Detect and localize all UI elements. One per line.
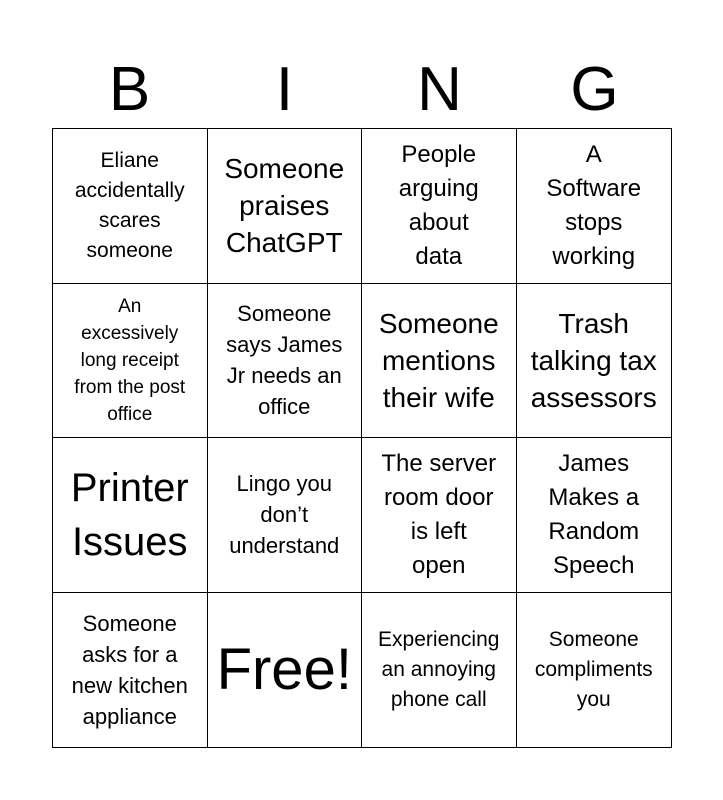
cell-text: James Makes a Random Speech — [548, 449, 640, 579]
bingo-cell[interactable] — [362, 284, 517, 439]
cell-text: Eliane accidentally scares someone — [74, 148, 185, 262]
cell-text: Someone says James Jr needs an office — [226, 301, 343, 420]
bingo-grid — [52, 128, 672, 748]
bingo-cell[interactable] — [517, 438, 672, 593]
header-letter-i: I — [275, 55, 294, 124]
bingo-cell[interactable] — [517, 284, 672, 439]
cell-text: Experiencing an annoying phone call — [378, 627, 500, 711]
bingo-cell[interactable] — [517, 129, 672, 284]
header-letter-n: N — [417, 55, 462, 124]
cell-text: Printer Issues — [70, 465, 189, 564]
bingo-cell[interactable] — [53, 284, 208, 439]
bingo-cell[interactable] — [53, 593, 208, 748]
bingo-cell[interactable] — [208, 284, 363, 439]
bingo-cell[interactable] — [362, 438, 517, 593]
cell-text: Trash talking tax assessors — [530, 307, 657, 413]
cell-text: A Software stops working — [546, 140, 642, 270]
cell-text: Someone asks for a new kitchen appliance — [71, 610, 188, 729]
bingo-cell-free[interactable] — [208, 593, 363, 748]
cell-text: Someone mentions their wife — [378, 307, 499, 413]
free-space-text: Free! — [216, 636, 352, 702]
bingo-cell[interactable] — [53, 438, 208, 593]
cell-text: Lingo you don’t understand — [229, 471, 340, 559]
bingo-cell[interactable] — [208, 129, 363, 284]
cell-text: Someone compliments you — [534, 627, 653, 711]
header-letter-g: G — [570, 55, 619, 124]
bingo-cell[interactable] — [362, 129, 517, 284]
bingo-cell[interactable] — [362, 593, 517, 748]
bingo-cell[interactable] — [53, 129, 208, 284]
cell-text: An excessively long receipt from the post office — [74, 295, 186, 425]
cell-text: People arguing about data — [398, 140, 479, 270]
header-letter-b: B — [108, 55, 151, 124]
bingo-header — [52, 52, 672, 127]
bingo-cell[interactable] — [208, 438, 363, 593]
bingo-cell[interactable] — [517, 593, 672, 748]
cell-text: Someone praises ChatGPT — [224, 153, 345, 259]
cell-text: The server room door is left open — [381, 449, 497, 579]
